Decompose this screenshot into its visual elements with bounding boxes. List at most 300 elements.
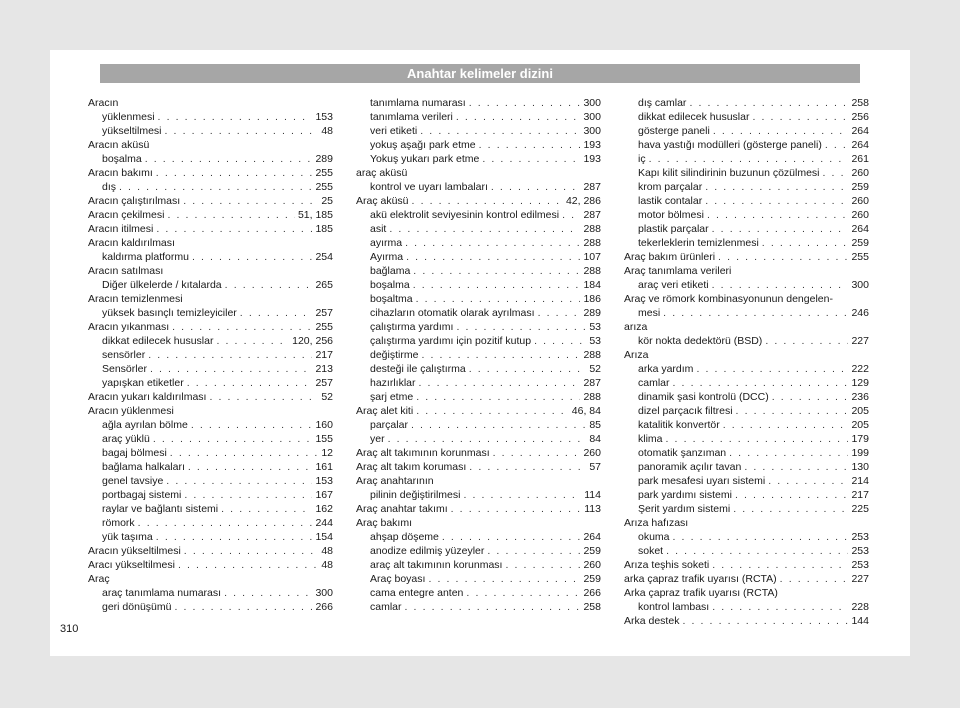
index-entry-page: 287 <box>583 377 601 389</box>
index-entry <box>356 390 601 404</box>
leader-dots <box>736 404 849 418</box>
index-entry-page: 255 <box>851 251 869 263</box>
leader-dots <box>225 278 313 292</box>
leader-dots <box>696 362 848 376</box>
index-entry-term: cama entegre anten <box>370 587 464 599</box>
index-entry-page: 153 <box>315 111 333 123</box>
index-entry-term: Aracın bakımı <box>88 167 153 179</box>
index-entry <box>624 446 869 460</box>
index-entry-term: arka çapraz trafik uyarısı (RCTA) <box>624 573 777 585</box>
index-entry <box>356 348 601 362</box>
index-entry <box>356 180 601 194</box>
leader-dots <box>491 180 581 194</box>
index-entry <box>356 264 601 278</box>
index-entry-term: yer <box>370 433 385 445</box>
index-entry-page: 265 <box>315 279 333 291</box>
leader-dots <box>752 110 848 124</box>
index-entry <box>88 600 333 614</box>
index-entry-page: 217 <box>851 489 869 501</box>
index-entry-page: 266 <box>315 601 333 613</box>
index-entry-page: 259 <box>583 545 601 557</box>
leader-dots <box>768 474 848 488</box>
index-entry-term: Araç bakım ürünleri <box>624 251 716 263</box>
index-entry-term: genel tavsiye <box>102 475 164 487</box>
index-entry-page: 167 <box>315 489 333 501</box>
index-entry <box>88 278 333 292</box>
index-entry-term: Arıza hafızası <box>624 517 689 529</box>
index-entry-term: Araç alt takım koruması <box>356 461 467 473</box>
leader-dots <box>119 180 312 194</box>
index-entry <box>356 124 601 138</box>
index-entry-page: 300 <box>583 97 601 109</box>
leader-dots <box>534 334 586 348</box>
index-entry <box>624 530 869 544</box>
index-entry-page: 259 <box>851 237 869 249</box>
index-entry-page: 48 <box>321 559 333 571</box>
index-entry <box>624 432 869 446</box>
index-entry-page: 260 <box>851 209 869 221</box>
index-entry-term: Aracın <box>88 97 119 109</box>
index-entry-page: 256 <box>851 111 869 123</box>
index-entry <box>624 614 869 628</box>
index-entry <box>356 236 601 250</box>
index-entry-page: 144 <box>851 615 869 627</box>
index-entry-term: Yokuş yukarı park etme <box>370 153 480 165</box>
index-entry-term: Arka çapraz trafik uyarısı (RCTA) <box>624 587 778 599</box>
leader-dots <box>428 572 580 586</box>
leader-dots <box>416 390 580 404</box>
leader-dots <box>744 460 848 474</box>
index-entry-term: Araç ve römork kombinasyonunun dengelen- <box>624 293 833 305</box>
index-entry <box>356 516 601 530</box>
leader-dots <box>191 418 313 432</box>
index-entry-page: 51, 185 <box>297 209 333 221</box>
leader-dots <box>487 544 580 558</box>
leader-dots <box>419 376 581 390</box>
index-entry-term: Araç anahtarının <box>356 475 434 487</box>
index-entry-page: 155 <box>315 433 333 445</box>
leader-dots <box>413 264 580 278</box>
index-entry <box>88 320 333 334</box>
index-entry-term: çalıştırma yardımı için pozitif kutup <box>370 335 532 347</box>
leader-dots <box>183 194 318 208</box>
index-entry-term: araç aküsü <box>356 167 408 179</box>
index-entry-page: 154 <box>315 531 333 543</box>
index-entry-term: anodize edilmiş yüzeyler <box>370 545 485 557</box>
index-entry-page: 213 <box>315 363 333 375</box>
index-entry-term: Araç anahtar takımı <box>356 503 448 515</box>
index-entry-page: 199 <box>851 447 869 459</box>
index-entry-term: Arka destek <box>624 615 680 627</box>
index-entry-term: değiştirme <box>370 349 419 361</box>
index-entry <box>356 194 601 208</box>
index-entry <box>356 446 601 460</box>
leader-dots <box>456 110 581 124</box>
index-entry <box>88 488 333 502</box>
leader-dots <box>411 418 586 432</box>
index-entry <box>624 418 869 432</box>
index-entry-term: desteği ile çalıştırma <box>370 363 466 375</box>
index-entry <box>88 362 333 376</box>
index-entry <box>88 432 333 446</box>
index-entry <box>88 152 333 166</box>
index-entry <box>88 474 333 488</box>
index-entry <box>356 502 601 516</box>
leader-dots <box>187 376 313 390</box>
index-entry-term: Aracın yüklenmesi <box>88 405 174 417</box>
index-entry-page: 113 <box>584 503 601 515</box>
index-entry-term: ağla ayrılan bölme <box>102 419 188 431</box>
index-entry <box>88 208 333 222</box>
index-entry-term: katalitik konvertör <box>638 419 720 431</box>
index-entry-term: bagaj bölmesi <box>102 447 167 459</box>
leader-dots <box>705 194 848 208</box>
index-entry-term: camlar <box>638 377 670 389</box>
index-entry-page: 53 <box>589 335 601 347</box>
leader-dots <box>733 502 848 516</box>
index-entry <box>356 306 601 320</box>
index-entry-page: 264 <box>851 223 869 235</box>
leader-dots <box>718 250 848 264</box>
leader-dots <box>469 362 587 376</box>
index-entry-page: 253 <box>851 559 869 571</box>
leader-dots <box>442 530 581 544</box>
leader-dots <box>712 278 849 292</box>
index-entry <box>624 306 869 320</box>
index-entry <box>624 96 869 110</box>
leader-dots <box>456 320 586 334</box>
index-entry <box>624 292 869 306</box>
index-entry <box>624 320 869 334</box>
index-entry <box>356 250 601 264</box>
index-entry <box>88 138 333 152</box>
index-entry <box>624 166 869 180</box>
leader-dots <box>153 432 313 446</box>
index-entry-page: 227 <box>851 573 869 585</box>
leader-dots <box>705 180 848 194</box>
index-entry-page: 300 <box>583 111 601 123</box>
index-entry <box>88 222 333 236</box>
index-entry-page: 253 <box>851 531 869 543</box>
index-entry <box>624 558 869 572</box>
index-entry-page: 258 <box>851 97 869 109</box>
index-entry-term: cihazların otomatik olarak ayrılması <box>370 307 535 319</box>
index-entry <box>88 264 333 278</box>
index-entry <box>624 362 869 376</box>
index-entry <box>88 516 333 530</box>
index-entry-term: şarj etme <box>370 391 414 403</box>
index-entry-page: 186 <box>583 293 601 305</box>
leader-dots <box>451 502 582 516</box>
index-entry-page: 84 <box>589 433 601 445</box>
index-entry <box>356 460 601 474</box>
leader-dots <box>466 586 580 600</box>
leader-dots <box>240 306 313 320</box>
index-entry-term: akü elektrolit seviyesinin kontrol edilmesi <box>370 209 560 221</box>
index-column-2 <box>356 96 601 614</box>
index-entry <box>624 208 869 222</box>
leader-dots <box>723 418 849 432</box>
index-entry <box>356 362 601 376</box>
index-entry-term: Aracın yükseltilmesi <box>88 545 181 557</box>
leader-dots <box>666 544 848 558</box>
index-entry-page: 162 <box>315 503 333 515</box>
index-entry-page: 259 <box>851 181 869 193</box>
index-entry-term: hazırlıklar <box>370 377 416 389</box>
leader-dots <box>712 558 848 572</box>
index-entry <box>356 600 601 614</box>
index-entry-term: dinamik şasi kontrolü (DCC) <box>638 391 769 403</box>
leader-dots <box>666 432 849 446</box>
index-entry-page: 161 <box>315 461 333 473</box>
index-entry <box>624 334 869 348</box>
leader-dots <box>224 586 312 600</box>
leader-dots <box>482 152 580 166</box>
index-entry <box>88 334 333 348</box>
index-entry <box>88 376 333 390</box>
index-entry-page: 42, 286 <box>565 195 601 207</box>
index-entry <box>356 110 601 124</box>
index-entry <box>88 292 333 306</box>
index-entry-term: dikkat edilecek hususlar <box>638 111 750 123</box>
index-entry-term: Aracın aküsü <box>88 139 150 151</box>
index-entry-term: klima <box>638 433 663 445</box>
index-entry <box>356 334 601 348</box>
index-entry-term: veri etiketi <box>370 125 418 137</box>
index-entry-page: 260 <box>583 559 601 571</box>
index-entry <box>356 544 601 558</box>
index-entry <box>356 558 601 572</box>
index-entry-term: Aracın yıkanması <box>88 321 170 333</box>
index-entry <box>624 348 869 362</box>
leader-dots <box>174 600 312 614</box>
index-entry <box>88 306 333 320</box>
leader-dots <box>420 124 580 138</box>
index-entry-page: 288 <box>583 265 601 277</box>
index-entry-term: portbagaj sistemi <box>102 489 182 501</box>
index-entry-page: 185 <box>315 223 333 235</box>
leader-dots <box>421 348 580 362</box>
index-entry-term: Aracın kaldırılması <box>88 237 175 249</box>
index-entry <box>624 194 869 208</box>
index-entry <box>624 488 869 502</box>
index-entry-page: 214 <box>851 475 869 487</box>
leader-dots <box>538 306 581 320</box>
index-entry-term: tanımlama numarası <box>370 97 466 109</box>
index-entry-page: 255 <box>315 167 333 179</box>
index-entry-page: 288 <box>583 237 601 249</box>
leader-dots <box>712 600 848 614</box>
leader-dots <box>649 152 849 166</box>
index-entry-page: 259 <box>583 573 601 585</box>
index-entry <box>356 222 601 236</box>
leader-dots <box>145 152 313 166</box>
index-entry-term: yüklenmesi <box>102 111 155 123</box>
index-entry-page: 130 <box>851 461 869 473</box>
index-entry <box>624 516 869 530</box>
index-entry <box>88 558 333 572</box>
index-entry-page: 227 <box>851 335 869 347</box>
leader-dots <box>167 208 295 222</box>
index-entry <box>624 544 869 558</box>
index-entry-page: 246 <box>851 307 869 319</box>
index-entry <box>356 418 601 432</box>
index-entry-term: Araç aküsü <box>356 195 409 207</box>
index-entry-term: pilinin değiştirilmesi <box>370 489 461 501</box>
index-entry <box>624 404 869 418</box>
index-entry-page: 12 <box>321 447 333 459</box>
index-entry-page: 205 <box>851 405 869 417</box>
index-entry-page: 160 <box>315 419 333 431</box>
page-header: Anahtar kelimeler dizini <box>100 64 860 83</box>
index-entry-page: 57 <box>589 461 601 473</box>
index-entry-page: 153 <box>315 475 333 487</box>
index-entry <box>624 110 869 124</box>
index-entry <box>88 404 333 418</box>
index-entry <box>88 250 333 264</box>
leader-dots <box>416 404 569 418</box>
index-entry-term: plastik parçalar <box>638 223 709 235</box>
index-entry-page: 289 <box>583 307 601 319</box>
leader-dots <box>729 446 848 460</box>
leader-dots <box>673 376 849 390</box>
leader-dots <box>412 194 563 208</box>
index-entry-term: raylar ve bağlantı sistemi <box>102 503 219 515</box>
leader-dots <box>762 236 849 250</box>
index-entry-page: 120, 256 <box>292 335 333 347</box>
index-entry-page: 260 <box>851 167 869 179</box>
leader-dots <box>505 558 580 572</box>
index-entry <box>624 586 869 600</box>
leader-dots <box>772 390 849 404</box>
index-entry <box>88 418 333 432</box>
index-entry-term: dizel parçacık filtresi <box>638 405 733 417</box>
index-entry-page: 222 <box>851 363 869 375</box>
leader-dots <box>158 110 313 124</box>
leader-dots <box>479 138 581 152</box>
index-entry-page: 129 <box>851 377 869 389</box>
index-entry-term: Aracın çekilmesi <box>88 209 165 221</box>
index-entry-page: 179 <box>851 433 869 445</box>
index-entry-term: Ayırma <box>370 251 404 263</box>
leader-dots <box>707 208 849 222</box>
index-entry-term: Aracın temizlenmesi <box>88 293 183 305</box>
index-entry-page: 217 <box>315 349 333 361</box>
leader-dots <box>138 516 313 530</box>
index-entry-page: 193 <box>583 153 601 165</box>
index-entry <box>356 432 601 446</box>
index-entry-page: 236 <box>851 391 869 403</box>
index-entry-term: gösterge paneli <box>638 125 710 137</box>
index-entry-page: 46, 84 <box>571 405 601 417</box>
index-entry-term: arka yardım <box>638 363 694 375</box>
index-entry-term: boşalma <box>102 153 142 165</box>
index-entry-term: yük taşıma <box>102 531 153 543</box>
index-entry-term: otomatik şanzıman <box>638 447 727 459</box>
index-entry <box>88 502 333 516</box>
index-entry <box>624 278 869 292</box>
index-entry <box>88 110 333 124</box>
index-entry <box>88 460 333 474</box>
index-column-3 <box>624 96 869 628</box>
index-entry <box>624 376 869 390</box>
index-entry-term: kontrol lambası <box>638 601 710 613</box>
index-entry-page: 205 <box>851 419 869 431</box>
leader-dots <box>469 460 586 474</box>
leader-dots <box>682 614 848 628</box>
index-entry-term: iç <box>638 153 646 165</box>
index-entry-page: 48 <box>321 125 333 137</box>
index-entry-term: mesi <box>638 307 661 319</box>
index-entry <box>624 152 869 166</box>
index-entry-page: 287 <box>583 181 601 193</box>
index-entry-page: 287 <box>583 209 601 221</box>
index-entry-page: 244 <box>315 517 333 529</box>
index-entry-term: lastik contalar <box>638 195 703 207</box>
leader-dots <box>413 278 581 292</box>
index-entry-page: 300 <box>315 587 333 599</box>
leader-dots <box>216 334 289 348</box>
leader-dots <box>735 488 849 502</box>
leader-dots <box>713 124 849 138</box>
index-entry-term: arıza <box>624 321 648 333</box>
leader-dots <box>712 222 849 236</box>
index-entry-term: soket <box>638 545 664 557</box>
index-entry-page: 300 <box>851 279 869 291</box>
leader-dots <box>463 488 581 502</box>
index-entry-term: geri dönüşümü <box>102 601 172 613</box>
index-page <box>50 50 910 656</box>
index-entry-term: Arıza <box>624 349 649 361</box>
leader-dots <box>416 292 581 306</box>
index-entry-term: kör nokta dedektörü (BSD) <box>638 335 763 347</box>
index-entry-term: Diğer ülkelerde / kıtalarda <box>102 279 222 291</box>
index-entry-term: araç yüklü <box>102 433 150 445</box>
leader-dots <box>150 362 313 376</box>
leader-dots <box>156 530 313 544</box>
index-column-1 <box>88 96 333 614</box>
index-entry-term: yokuş aşağı park etme <box>370 139 476 151</box>
index-entry <box>88 166 333 180</box>
leader-dots <box>148 348 312 362</box>
index-entry-term: boşalma <box>370 279 410 291</box>
index-entry-page: 53 <box>589 321 601 333</box>
index-entry-page: 254 <box>315 251 333 263</box>
index-entry <box>356 572 601 586</box>
leader-dots <box>388 432 587 446</box>
index-entry <box>624 600 869 614</box>
index-entry-term: bağlama <box>370 265 411 277</box>
index-entry-page: 288 <box>583 223 601 235</box>
index-entry <box>356 208 601 222</box>
index-entry-term: Araç tanımlama verileri <box>624 265 732 277</box>
index-entry-page: 266 <box>583 587 601 599</box>
leader-dots <box>689 96 848 110</box>
index-entry <box>356 278 601 292</box>
index-entry <box>356 530 601 544</box>
leader-dots <box>156 166 313 180</box>
index-entry-page: 260 <box>583 447 601 459</box>
leader-dots <box>166 474 312 488</box>
index-entry-term: dikkat edilecek hususlar <box>102 335 214 347</box>
index-entry-term: araç alt takımının korunması <box>370 559 503 571</box>
index-entry-term: Aracın itilmesi <box>88 223 154 235</box>
index-entry-page: 289 <box>315 153 333 165</box>
index-entry-term: yükseltilmesi <box>102 125 162 137</box>
index-entry-term: parçalar <box>370 419 408 431</box>
index-entry <box>624 474 869 488</box>
index-entry-page: 264 <box>583 531 601 543</box>
